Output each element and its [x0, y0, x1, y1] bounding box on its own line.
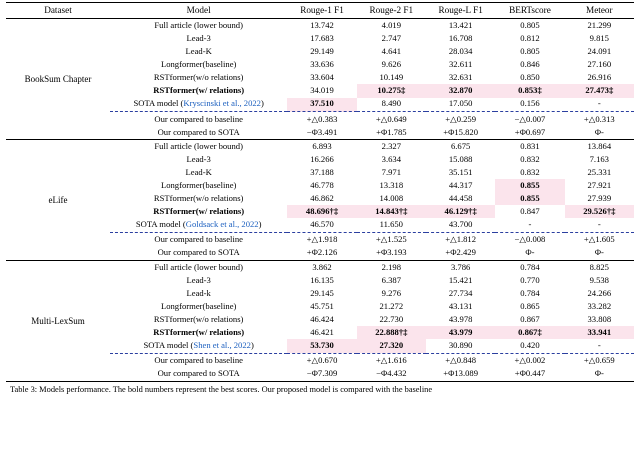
metric-value: 14.008	[379, 192, 404, 203]
metric-value: 0.855	[495, 192, 564, 205]
metric-value: −△0.007	[514, 113, 546, 124]
metric-value: 35.151	[448, 166, 473, 177]
dataset-name: Multi-LexSum	[6, 260, 110, 381]
metric-value: 46.424	[310, 313, 334, 324]
metric-value: 32.631	[448, 72, 473, 83]
metric-value: 0.855	[495, 179, 564, 192]
col-header-dataset: Dataset	[44, 4, 72, 15]
metric-value: 0.853‡	[495, 84, 564, 97]
model-name: RSTformer(w/ relations)	[153, 85, 245, 96]
metric-value: 17.683	[310, 32, 334, 43]
metric-value: 11.650	[357, 218, 426, 232]
metric-value: -	[565, 218, 634, 232]
metric-value: 13.318	[379, 179, 404, 190]
metric-value: 27.921	[587, 179, 612, 190]
metric-value: 9.626	[381, 58, 401, 69]
metric-value: 22.730	[379, 313, 404, 324]
metric-value: 0.784	[520, 287, 540, 298]
metric-value: +△1.605	[583, 234, 615, 245]
metric-value: 15.421	[448, 274, 473, 285]
metric-value: 15.088	[448, 153, 473, 164]
figure-caption: Table 3: Models performance. The bold numbers represent the best scores. Our proposed model is compared with the baseline	[10, 384, 433, 394]
metric-value: +△0.848	[445, 355, 477, 366]
metric-value: 16.708	[448, 32, 473, 43]
model-name: SOTA model (Shen et al., 2022)	[110, 339, 287, 353]
metric-value: Φ-	[594, 247, 604, 258]
metric-value: 33.808	[587, 313, 612, 324]
metric-value: +△0.670	[306, 355, 338, 366]
metric-value: 2.327	[357, 140, 426, 154]
dataset-name: BookSum Chapter	[24, 73, 92, 84]
metric-value: −Φ7.309	[306, 368, 338, 379]
table-head	[6, 3, 634, 19]
metric-value: 46.421	[310, 326, 334, 337]
metric-value: 37.510	[287, 98, 356, 112]
metric-value: 43.131	[448, 300, 473, 311]
results-table	[6, 2, 634, 382]
metric-value: 43.700	[426, 218, 495, 232]
model-name: Our compared to baseline	[154, 234, 243, 245]
table-row	[6, 260, 634, 274]
metric-value: 32.611	[448, 58, 473, 69]
metric-value: 45.751	[310, 300, 334, 311]
model-name: Longformer(baseline)	[160, 58, 237, 69]
model-name: Lead-K	[185, 166, 212, 177]
metric-value: 24.091	[587, 45, 612, 56]
metric-value: 8.825	[565, 260, 634, 274]
citation-link[interactable]: Kryscinski et al., 2022	[183, 98, 261, 109]
metric-value: 16.266	[310, 153, 334, 164]
dataset-name: eLife	[6, 140, 110, 261]
metric-value: +△1.525	[375, 234, 407, 245]
metric-value: +△0.002	[514, 355, 546, 366]
metric-value: 6.387	[381, 274, 401, 285]
metric-value: 9.276	[381, 287, 401, 298]
metric-value: +△0.259	[445, 113, 477, 124]
metric-value: 10.149	[379, 72, 404, 83]
metric-value: +Φ2.429	[445, 247, 476, 258]
metric-value: 29.145	[310, 287, 334, 298]
model-name: Longformer(baseline)	[160, 179, 237, 190]
metric-value: +Φ3.193	[376, 247, 407, 258]
model-name: Our compared to SOTA	[157, 126, 240, 137]
metric-value: 34.019	[310, 85, 334, 96]
metric-value: +Φ15.820	[443, 126, 479, 137]
metric-value: 44.458	[448, 192, 473, 203]
metric-value: +△1.616	[375, 355, 407, 366]
model-name: Full article (lower bound)	[154, 19, 243, 30]
model-name: SOTA model (Kryscinski et al., 2022)	[110, 98, 287, 112]
metric-value: −Φ3.491	[306, 126, 338, 137]
metric-value: 0.867	[520, 313, 540, 324]
metric-value: Φ-	[594, 368, 604, 379]
metric-value: 0.831	[495, 140, 564, 154]
metric-value: 48.696†‡	[287, 205, 356, 218]
metric-value: 3.634	[381, 153, 401, 164]
metric-value: 46.570	[287, 218, 356, 232]
metric-value: 21.299	[587, 19, 612, 30]
metric-value: 33.636	[310, 58, 334, 69]
metric-value: +△1.812	[445, 234, 477, 245]
model-name: Full article (lower bound)	[110, 140, 287, 154]
metric-value: 7.971	[381, 166, 401, 177]
metric-value: 3.862	[287, 260, 356, 274]
metric-value: +Φ1.785	[376, 126, 407, 137]
metric-value: 0.832	[520, 166, 540, 177]
model-name: Full article (lower bound)	[110, 260, 287, 274]
model-name: Longformer(baseline)	[160, 300, 237, 311]
metric-value: 27.939	[587, 192, 612, 203]
model-name: SOTA model (Goldsack et al., 2022)	[110, 218, 287, 232]
col-header-rougel: Rouge-L F1	[438, 4, 483, 15]
model-name: RSTformer(w/ relations)	[153, 205, 245, 216]
model-name: Our compared to baseline	[154, 355, 243, 366]
model-name: Our compared to SOTA	[157, 368, 240, 379]
metric-value: 37.188	[310, 166, 334, 177]
model-name: RSTformer(w/ relations)	[153, 326, 245, 337]
metric-value: 43.978	[448, 313, 473, 324]
model-name: RSTformer(w/o relations)	[153, 313, 244, 324]
metric-value: 28.034	[448, 45, 473, 56]
metric-value: 4.641	[381, 45, 401, 56]
metric-value: 0.865	[520, 300, 540, 311]
metric-value: 43.979	[426, 326, 495, 339]
metric-value: 22.888†‡	[357, 326, 426, 339]
metric-value: Φ-	[594, 126, 604, 137]
metric-value: −Φ4.432	[376, 368, 407, 379]
metric-value: 17.050	[426, 98, 495, 112]
table-body	[6, 19, 634, 382]
table-header-row	[6, 3, 634, 19]
model-name: Lead-3	[186, 32, 211, 43]
metric-value: +Φ2.126	[306, 247, 338, 258]
metric-value: 0.850	[520, 72, 540, 83]
metric-value: 25.331	[587, 166, 612, 177]
metric-value: +Φ0.697	[514, 126, 546, 137]
citation-link[interactable]: Goldsack et al., 2022	[185, 219, 259, 230]
metric-value: 33.941	[565, 326, 634, 339]
metric-value: 27.320	[357, 339, 426, 353]
metric-value: 0.867‡	[495, 326, 564, 339]
col-header-bertscore: BERTscore	[509, 4, 551, 15]
metric-value: +△0.383	[306, 113, 338, 124]
metric-value: 29.526†‡	[565, 205, 634, 218]
metric-value: 7.163	[589, 153, 609, 164]
model-name: Lead-3	[186, 274, 211, 285]
model-name: Lead-3	[186, 153, 211, 164]
col-header-rouge2: Rouge-2 F1	[369, 4, 414, 15]
table-row	[6, 19, 634, 33]
metric-value: 44.317	[448, 179, 473, 190]
metric-value: 4.019	[381, 19, 401, 30]
metric-value: 6.675	[426, 140, 495, 154]
metric-value: 13.742	[310, 19, 334, 30]
metric-value: 46.129†‡	[426, 205, 495, 218]
col-header-rouge1: Rouge-1 F1	[300, 4, 344, 15]
metric-value: 53.730	[287, 339, 356, 353]
metric-value: 0.784	[495, 260, 564, 274]
model-name: RSTformer(w/o relations)	[153, 192, 244, 203]
metric-value: 0.847	[520, 205, 540, 216]
metric-value: -	[495, 218, 564, 232]
model-name: RSTformer(w/o relations)	[153, 72, 244, 83]
metric-value: 13.421	[448, 19, 473, 30]
metric-value: 29.149	[310, 45, 334, 56]
metric-value: 0.846	[520, 58, 540, 69]
metric-value: -	[565, 98, 634, 112]
metric-value: 0.832	[520, 153, 540, 164]
metric-value: 0.770	[520, 274, 540, 285]
metric-value: -	[565, 339, 634, 353]
metric-value: 16.135	[310, 274, 334, 285]
metric-value: +Φ0.447	[514, 368, 546, 379]
metric-value: +△0.649	[375, 113, 407, 124]
metric-value: 0.805	[520, 45, 540, 56]
metric-value: 10.275‡	[357, 84, 426, 97]
metric-value: 6.893	[287, 140, 356, 154]
metric-value: 3.786	[426, 260, 495, 274]
metric-value: 8.490	[357, 98, 426, 112]
model-name: Lead-k	[186, 287, 211, 298]
model-name: Our compared to SOTA	[157, 247, 240, 258]
col-header-model: Model	[186, 4, 211, 15]
metric-value: 24.266	[587, 287, 612, 298]
metric-value: 0.156	[495, 98, 564, 112]
metric-value: 9.538	[589, 274, 609, 285]
metric-value: +Φ13.089	[443, 368, 479, 379]
metric-value: 2.198	[357, 260, 426, 274]
metric-value: 30.890	[426, 339, 495, 353]
metric-value: +△0.659	[583, 355, 615, 366]
metric-value: 9.815	[589, 32, 609, 43]
metric-value: 46.778	[310, 179, 334, 190]
metric-value: 27.473‡	[565, 84, 634, 97]
col-header-meteor: Meteor	[586, 4, 613, 15]
metric-value: +△0.313	[583, 113, 615, 124]
metric-value: 27.160	[587, 58, 612, 69]
metric-value: 26.916	[587, 72, 612, 83]
metric-value: 21.272	[379, 300, 404, 311]
metric-value: 32.870	[426, 84, 495, 97]
metric-value: 33.604	[310, 72, 334, 83]
metric-value: 46.862	[310, 192, 334, 203]
citation-link[interactable]: Shen et al., 2022	[193, 339, 251, 350]
metric-value: 13.864	[565, 140, 634, 154]
model-name: Lead-K	[185, 45, 212, 56]
metric-value: 33.282	[587, 300, 612, 311]
metric-value: 0.812	[520, 32, 540, 43]
metric-value: +△1.918	[306, 234, 338, 245]
model-name: Our compared to baseline	[154, 113, 243, 124]
table-row	[6, 140, 634, 154]
metric-value: 0.420	[495, 339, 564, 353]
metric-value: Φ-	[525, 247, 535, 258]
metric-value: 27.734	[448, 287, 473, 298]
metric-value: 2.747	[381, 32, 401, 43]
metric-value: 0.805	[520, 19, 540, 30]
metric-value: 14.843†‡	[357, 205, 426, 218]
metric-value: −△0.008	[514, 234, 546, 245]
